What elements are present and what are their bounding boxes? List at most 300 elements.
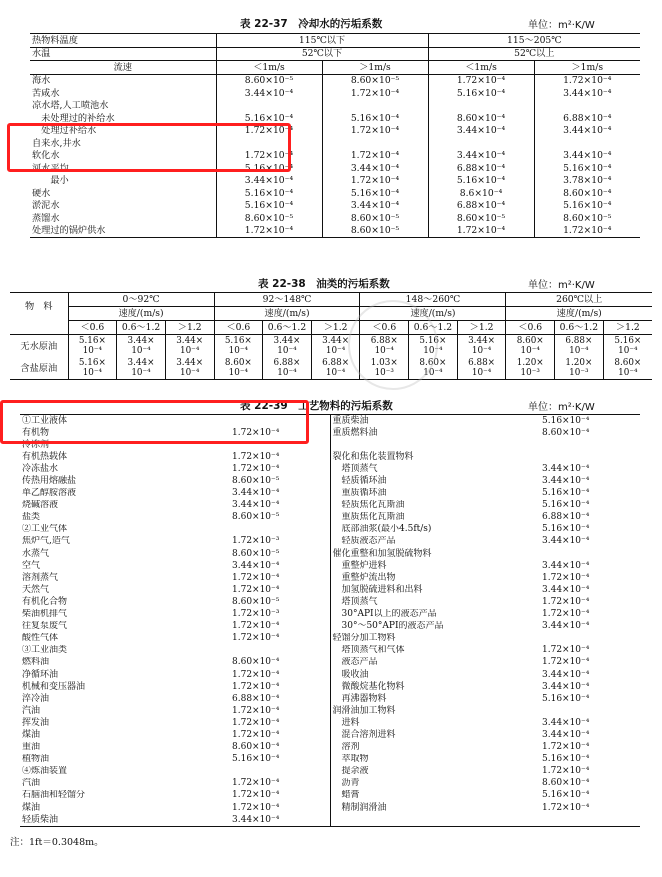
cell-value: 1.72×10⁻⁴ [542,766,590,777]
cell-value: 1.72×10⁻⁴ [322,150,428,163]
exponent: 10⁻³ [569,368,589,378]
cell-value: 3.44×10⁻⁴ [542,729,590,740]
material-name: 溶剂蒸气 [22,572,59,583]
table-row [20,451,640,463]
material-name: 溶剂 [330,742,540,754]
coefficient: 3.44× [322,336,350,346]
cell-value: 3.44×10⁻⁴ [534,87,640,100]
table-row [30,225,640,238]
table-row [20,657,640,669]
cell-value: 5.16×10⁻⁴ [232,754,280,765]
material-name: 汽油 [22,778,41,789]
exponent: 10⁻⁴ [179,368,200,378]
table-row [30,212,640,225]
cell-value: 3.78×10⁻⁴ [534,175,640,188]
cell-value: 1.72×10⁻³ [232,609,280,620]
table-row [20,512,640,524]
material-name: 石脑油和轻馏分 [22,790,86,801]
cell-value: 3.44×10⁻⁴ [428,150,534,163]
coefficient: 3.44× [176,358,204,368]
cell-value: 1.72×10⁻⁴ [232,463,280,474]
table-row [20,572,640,584]
header-subvelocity: 0.6～1.2 [555,321,604,335]
cell-value: 1.72×10⁻⁴ [322,175,428,188]
cell-value: 8.60×10⁻⁵ [232,548,280,559]
cell-value: 5.16×10⁻⁴ [428,175,534,188]
coefficient: 6.88× [565,336,593,346]
table-row [20,814,640,827]
cell-value [165,357,214,380]
cell-value: 8.60×10⁻⁵ [428,212,534,225]
material-name: 塔顶蒸气 [330,596,540,608]
cell-value: 3.44×10⁻⁴ [542,476,590,487]
exponent: 10⁻⁴ [131,368,151,378]
header-temp-low: 115℃以下 [216,34,428,48]
cell-value: 1.72×10⁻⁴ [322,125,428,138]
exponent: 10⁻⁴ [179,346,200,356]
cell-value: 3.44×10⁻⁴ [322,162,428,175]
material-name: 精制润滑油 [330,802,540,814]
cell-value [534,100,640,113]
cell-value: 1.72×10⁻⁴ [232,802,280,813]
cell-value: 1.72×10⁻⁴ [216,125,322,138]
table-38-unit: 单位：m²·K/W [528,280,595,291]
table-row [20,463,640,475]
cell-value: 1.72×10⁻⁴ [542,596,590,607]
exponent: 10⁻⁴ [471,368,492,378]
table-row [20,475,640,487]
cell-value: 1.72×10⁻⁴ [216,225,322,238]
cell-value: 1.72×10⁻⁴ [534,225,640,238]
cell-value: 8.60×10⁻⁵ [232,596,280,607]
highlight-box-2 [0,400,309,444]
cell-value [540,705,640,717]
cell-value: 8.60×10⁻⁵ [534,212,640,225]
material-name: 盐类 [22,512,41,523]
table-39-caption: 表 22-39 工艺物料的污垢系数 [240,400,393,412]
cell-value: 1.72×10⁻⁴ [232,729,280,740]
cell-value: 8.60×10⁻⁴ [534,187,640,200]
material-name: 植物油 [22,754,50,765]
table-row [20,584,640,596]
cell-value: 1.72×10⁻⁴ [232,790,280,801]
cell-value: 8.60×10⁻⁵ [322,74,428,87]
material-name: 提余液 [330,766,540,778]
cell-value: 3.44×10⁻⁴ [232,488,280,499]
table-row [20,524,640,536]
cell-value [540,451,640,463]
cell-value [603,357,652,380]
cell-value: 1.72×10⁻³ [232,536,280,547]
exponent: 10⁻⁴ [277,368,297,378]
cell-value [214,357,263,380]
cell-value: 5.16×10⁻⁴ [216,162,322,175]
table-row [20,742,640,754]
table-row [20,596,640,608]
header-v4: ＞1m/s [534,61,640,75]
material-name: 吸收油 [330,669,540,681]
material-name: 轻质焦化瓦斯油 [330,500,540,512]
table-37-caption: 表 22-37 冷却水的污垢系数 [240,18,383,30]
table-37-unit: 单位：m²·K/W [528,20,595,31]
header-v2: ＞1m/s [322,61,428,75]
exponent: 10⁻⁴ [131,346,151,356]
cell-value: 5.16×10⁻⁴ [542,754,590,765]
header-subvelocity: 0.6～1.2 [409,321,458,335]
material-name: 重质焦化瓦斯油 [330,512,540,524]
row-label: 软化水 [32,150,60,162]
cell-value: 1.72×10⁻⁴ [542,802,590,813]
material-name: 冷冻盐水 [22,463,59,474]
row-label: 海水 [32,75,51,87]
material-name: 30°～50°API的液态产品 [330,621,540,633]
header-subvelocity: ＞1.2 [165,321,214,335]
watermark-seal [348,300,438,390]
cell-value: 3.44×10⁻⁴ [542,669,590,680]
table-row [20,693,640,705]
header-range-2: 92～148℃ [214,293,360,307]
cell-value: 1.72×10⁻⁴ [232,427,280,438]
header-range-3: 148～260℃ [360,293,506,307]
cell-value: 3.44×10⁻⁴ [542,560,590,571]
cell-value: 3.44×10⁻⁴ [542,536,590,547]
header-subvelocity: ＜0.6 [360,321,409,335]
material-name: 净循环油 [22,669,59,680]
material-name: 燃料油 [22,657,50,668]
cell-value: 5.16×10⁻⁴ [542,790,590,801]
cell-value: 5.16×10⁻⁴ [542,488,590,499]
cell-value: 5.16×10⁻⁴ [216,200,322,213]
material-name: 冷冻剂 [22,439,50,450]
table-row [20,778,640,790]
table-row [20,790,640,802]
material-name: 底部油浆(最小4.5ft/s) [330,524,540,536]
cell-value: 8.60×10⁻⁵ [216,74,322,87]
material-name: 重质燃料油 [330,427,540,439]
material-name [330,439,540,451]
header-velocity: 流速 [30,61,216,75]
cell-value [117,357,166,380]
table-row [30,100,640,113]
exponent: 10⁻³ [374,368,394,378]
material-name: 进料 [330,717,540,729]
cell-value: 1.72×10⁻⁴ [534,74,640,87]
cell-value: 5.16×10⁻⁴ [428,87,534,100]
exponent: 10⁻⁴ [618,346,638,356]
table-39-unit: 单位：m²·K/W [528,402,595,413]
row-label: 自来水,井水 [32,137,81,149]
table-row [30,187,640,200]
cell-value: 3.44×10⁻⁴ [322,200,428,213]
coefficient: 5.16× [614,336,642,346]
cell-value: 8.60×10⁻⁴ [542,778,590,789]
header-v3: ＜1m/s [428,61,534,75]
header-subvelocity: ＞1.2 [603,321,652,335]
table-row [20,560,640,572]
material-name: 塔顶蒸气 [330,463,540,475]
cell-value: 6.88×10⁻⁴ [428,200,534,213]
table-row [20,754,640,766]
cell-value [230,524,330,536]
table-row [20,633,640,645]
material-name: 液态产品 [330,657,540,669]
cell-value: 6.88×10⁻⁴ [232,693,280,704]
cell-value: 1.72×10⁻⁴ [232,621,280,632]
header-subvelocity: ＜0.6 [214,321,263,335]
table-row [30,87,640,100]
cell-value [540,814,640,827]
cell-value: 5.16×10⁻⁴ [542,500,590,511]
material-name: 微酸烷基化物料 [330,681,540,693]
header-velocity-3: 速度/(m/s) [360,307,506,321]
exponent: 10⁻⁴ [618,368,638,378]
cell-value [457,335,506,358]
cell-value: 1.72×10⁻⁴ [428,74,534,87]
cell-value [540,633,640,645]
cell-value: 5.16×10⁻⁴ [542,524,590,535]
header-subvelocity: ＞1.2 [457,321,506,335]
cell-value: 3.44×10⁻⁴ [534,125,640,138]
header-velocity-2: 速度/(m/s) [214,307,360,321]
cell-value: 1.72×10⁻⁴ [542,657,590,668]
cell-value [540,548,640,560]
header-v1: ＜1m/s [216,61,322,75]
material-name: 有机热载体 [22,451,68,462]
table-row [10,357,652,380]
table-row [30,175,640,188]
cell-value: 8.60×10⁻⁴ [428,112,534,125]
row-label: 处理过补给水 [32,125,97,137]
table-row [20,681,640,693]
coefficient: 3.44× [468,336,496,346]
exponent: 10⁻⁴ [228,368,248,378]
table-row [20,609,640,621]
cell-value [214,335,263,358]
coefficient: 6.88× [322,358,350,368]
table-row [20,705,640,717]
cell-value: 5.16×10⁻⁴ [216,187,322,200]
exponent: 10⁻³ [520,368,540,378]
table-row [20,536,640,548]
cell-value [457,357,506,380]
cell-value: 5.16×10⁻⁴ [540,415,640,428]
material-name: 蜡膏 [330,790,540,802]
cell-value: 3.44×10⁻⁴ [428,125,534,138]
material-name [330,814,540,827]
material-name: 轻质柴油 [20,814,230,827]
exponent: 10⁻⁴ [325,368,346,378]
cell-value: 8.60×10⁻⁴ [232,742,280,753]
coefficient: 3.44× [176,336,204,346]
material-name: 加氢脱硫进料和出料 [330,584,540,596]
cell-value: 3.44×10⁻⁴ [542,584,590,595]
coefficient: 3.44× [273,336,301,346]
coefficient: 5.16× [224,336,252,346]
header-water-high: 52℃以上 [428,47,640,61]
material-name: 水蒸气 [22,548,50,559]
coefficient: 5.16× [419,336,447,346]
coefficient: 8.60× [516,336,544,346]
material-name: 汽油 [22,705,41,716]
material-name: 有机物 [22,427,50,438]
cell-value: 8.60×10⁻⁵ [322,225,428,238]
header-subvelocity: ＜0.6 [68,321,117,335]
cell-value: 1.72×10⁻⁴ [216,150,322,163]
exponent: 10⁻⁴ [471,346,492,356]
material-name: 催化重整和加氢脱硫物料 [330,548,540,560]
cell-value: 1.72×10⁻⁴ [232,705,280,716]
cell-value: 1.72×10⁻⁴ [542,742,590,753]
cell-value [230,645,330,657]
material-name: 重整炉进料 [330,560,540,572]
coefficient: 8.60× [419,358,447,368]
table-row [30,200,640,213]
material-name: 天然气 [22,584,50,595]
coefficient: 5.16× [78,358,106,368]
cell-value [117,335,166,358]
cell-value: 5.16×10⁻⁴ [216,112,322,125]
cell-value [506,357,555,380]
cell-value [263,357,312,380]
cell-value [506,335,555,358]
material-name: 轻质液态产品 [330,536,540,548]
cell-value [428,137,534,150]
material-name: 煤油 [22,802,41,813]
footnote: 注：1ft＝0.3048m。 [10,837,104,848]
coefficient: 1.03× [370,358,398,368]
table-row [20,500,640,512]
cell-value: 1.72×10⁻⁴ [232,681,280,692]
cell-value [165,335,214,358]
header-subvelocity: 0.6～1.2 [263,321,312,335]
cell-value: 1.72×10⁻⁴ [232,572,280,583]
cell-value: 1.72×10⁻⁴ [232,669,280,680]
header-subvelocity: ＞1.2 [311,321,360,335]
exponent: 10⁻⁴ [82,346,103,356]
cell-value: 8.6×10⁻⁴ [428,187,534,200]
material-name: 柴油机排气 [22,609,68,620]
table-row [20,802,640,814]
highlight-box-1 [7,123,291,172]
exponent: 10⁻⁴ [423,368,443,378]
coefficient: 8.60× [614,358,642,368]
material-name: 煤油 [22,729,41,740]
cell-value [322,100,428,113]
material-name: ③工业油类 [22,645,68,656]
cell-value: 1.72×10⁻⁴ [232,584,280,595]
cell-value: 1.72×10⁻⁴ [232,717,280,728]
cell-value [230,766,330,778]
cell-value: 8.60×10⁻⁴ [542,427,590,438]
cell-value: 8.60×10⁻⁵ [232,512,280,523]
exponent: 10⁻⁴ [423,346,443,356]
exponent: 10⁻⁴ [228,346,248,356]
row-label: 凉水塔,人工喷池水 [32,100,109,112]
cell-value [68,357,117,380]
table-row [20,488,640,500]
material-name: 挥发油 [22,717,50,728]
material-name: 沥青 [330,778,540,790]
row-label: 河水平均 [32,162,69,174]
cell-value: 6.88×10⁻⁴ [542,512,590,523]
cell-value: 5.16×10⁻⁴ [534,200,640,213]
cell-value: 3.44×10⁻⁴ [232,560,280,571]
cell-value: 1.72×10⁻⁴ [232,778,280,789]
cell-value: 3.44×10⁻⁴ [542,621,590,632]
coefficient: 3.44× [127,358,155,368]
material-name: ②工业气体 [22,524,68,535]
header-water-low: 52℃以下 [216,47,428,61]
cell-value: 8.60×10⁻⁵ [232,476,280,487]
coefficient: 1.20× [565,358,593,368]
coefficient: 6.88× [273,358,301,368]
cell-value [534,137,640,150]
table-38-caption: 表 22-38 油类的污垢系数 [258,278,390,290]
exponent: 10⁻⁴ [569,346,589,356]
material-name: 重整炉流出物 [330,572,540,584]
table-row [20,766,640,778]
cell-value [263,335,312,358]
table-row [20,717,640,729]
table-row [10,335,652,358]
header-velocity-1: 速度/(m/s) [68,307,214,321]
cell-value: 3.44×10⁻⁴ [534,150,640,163]
table-row [20,645,640,657]
header-fluid-temp: 热物料温度 [30,34,216,48]
cell-value: 1.72×10⁻⁴ [542,645,590,656]
coefficient: 8.60× [224,358,252,368]
row-label: 未处理过的补给水 [32,112,115,124]
header-velocity-4: 速度/(m/s) [506,307,652,321]
header-subvelocity: ＜0.6 [506,321,555,335]
material-name: 淬冷油 [22,693,50,704]
row-label: 最小 [32,175,69,187]
cell-value: 8.60×10⁻⁵ [322,212,428,225]
material-name: 传热用熔融盐 [22,476,77,487]
exponent: 10⁻⁴ [277,346,297,356]
table-38 [10,292,652,380]
row-label: 淤泥水 [32,200,60,212]
material-name: 轻质循环油 [330,475,540,487]
cell-value: 1.72×10⁻⁴ [322,87,428,100]
exponent: 10⁻⁴ [520,346,540,356]
cell-value [555,335,604,358]
header-range-1: 0～92℃ [68,293,214,307]
table-row [30,74,640,87]
material-name: 润滑油加工物料 [330,705,540,717]
cell-value: 3.44×10⁻⁴ [542,463,590,474]
table-row [20,729,640,741]
cell-value: 3.44×10⁻⁴ [542,681,590,692]
coefficient: 1.20× [516,358,544,368]
cell-value: 6.88×10⁻⁴ [428,162,534,175]
coefficient: 5.16× [78,336,106,346]
row-label: 蒸馏水 [32,212,60,224]
coefficient: 6.88× [468,358,496,368]
cell-value [603,335,652,358]
material-name: 有机化合物 [22,596,68,607]
material-name: 再沸器物料 [330,693,540,705]
cell-value: 1.72×10⁻⁴ [232,451,280,462]
cell-value [555,357,604,380]
cell-value: 5.16×10⁻⁴ [542,693,590,704]
material-name: 萃取物 [330,754,540,766]
row-label: 硬水 [32,187,51,199]
material-name: 30°API以上的液态产品 [330,609,540,621]
material-name: 往复泵废气 [22,621,68,632]
cell-value: 3.44×10⁻⁴ [216,175,322,188]
header-water-temp: 水温 [30,47,216,61]
